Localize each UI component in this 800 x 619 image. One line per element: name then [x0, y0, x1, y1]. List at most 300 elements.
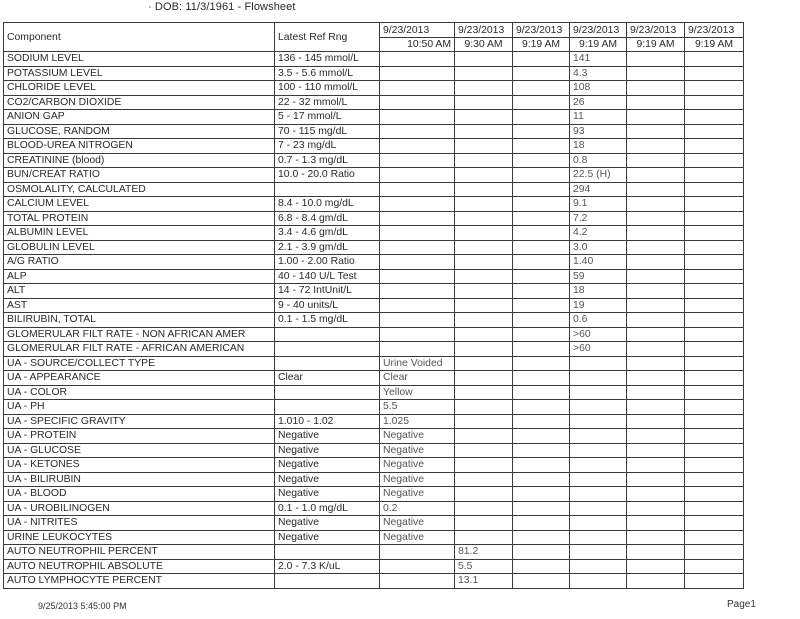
- result-value: [513, 226, 570, 241]
- result-value: [685, 139, 744, 154]
- component-header: Component: [4, 23, 275, 52]
- result-value: [685, 385, 744, 400]
- result-value: [513, 298, 570, 313]
- component-name: UA - PROTEIN: [4, 429, 275, 444]
- header-row-dates: [4, 23, 744, 38]
- result-value: [627, 226, 685, 241]
- ref-range: 14 - 72 IntUnit/L: [275, 284, 380, 299]
- result-value: Negative: [380, 429, 455, 444]
- table-row: [4, 139, 744, 154]
- result-value: [685, 516, 744, 531]
- result-value: Negative: [380, 530, 455, 545]
- result-value: [513, 255, 570, 270]
- ref-range: 5 - 17 mmol/L: [275, 110, 380, 125]
- result-value: [627, 81, 685, 96]
- result-value: [455, 211, 513, 226]
- ref-range: [275, 574, 380, 589]
- component-name: GLOMERULAR FILT RATE - NON AFRICAN AMER: [4, 327, 275, 342]
- ref-range: [275, 400, 380, 415]
- result-value: [455, 124, 513, 139]
- ref-range: Clear: [275, 371, 380, 386]
- result-value: [513, 52, 570, 67]
- result-value: 4.3: [570, 66, 627, 81]
- result-value: [455, 81, 513, 96]
- date-header: 9/23/2013: [455, 23, 513, 38]
- result-value: [455, 327, 513, 342]
- result-value: [685, 443, 744, 458]
- result-value: [570, 516, 627, 531]
- result-value: [513, 385, 570, 400]
- result-value: [685, 313, 744, 328]
- result-value: [380, 182, 455, 197]
- result-value: [627, 269, 685, 284]
- result-value: [455, 356, 513, 371]
- result-value: [685, 81, 744, 96]
- result-value: [380, 168, 455, 183]
- result-value: [627, 168, 685, 183]
- result-value: [380, 269, 455, 284]
- result-value: [455, 501, 513, 516]
- table-row: [4, 197, 744, 212]
- result-value: [627, 559, 685, 574]
- result-value: [455, 66, 513, 81]
- result-value: [627, 472, 685, 487]
- result-value: [570, 429, 627, 444]
- result-value: Negative: [380, 487, 455, 502]
- ref-range: 3.4 - 4.6 gm/dL: [275, 226, 380, 241]
- component-name: UA - BLOOD: [4, 487, 275, 502]
- result-value: [513, 458, 570, 473]
- component-name: CHLORIDE LEVEL: [4, 81, 275, 96]
- table-row: [4, 66, 744, 81]
- result-value: [455, 284, 513, 299]
- result-value: [685, 545, 744, 560]
- table-row: [4, 400, 744, 415]
- result-value: 0.6: [570, 313, 627, 328]
- result-value: [627, 356, 685, 371]
- flowsheet-table: [3, 22, 744, 589]
- result-value: [570, 501, 627, 516]
- result-value: [513, 414, 570, 429]
- component-name: UA - GLUCOSE: [4, 443, 275, 458]
- ref-range: Negative: [275, 472, 380, 487]
- result-value: [380, 327, 455, 342]
- ref-range: 7 - 23 mg/dL: [275, 139, 380, 154]
- result-value: [570, 574, 627, 589]
- time-header: 9:19 AM: [685, 38, 744, 52]
- date-header: 9/23/2013: [513, 23, 570, 38]
- result-value: [513, 284, 570, 299]
- time-header: 9:19 AM: [570, 38, 627, 52]
- table-row: [4, 356, 744, 371]
- result-value: [513, 139, 570, 154]
- result-value: [685, 371, 744, 386]
- result-value: [685, 400, 744, 415]
- table-row: [4, 371, 744, 386]
- result-value: [685, 95, 744, 110]
- result-value: [455, 168, 513, 183]
- result-value: [455, 153, 513, 168]
- table-row: [4, 559, 744, 574]
- result-value: 0.8: [570, 153, 627, 168]
- component-name: BILIRUBIN, TOTAL: [4, 313, 275, 328]
- result-value: [627, 501, 685, 516]
- component-name: UA - COLOR: [4, 385, 275, 400]
- result-value: [685, 342, 744, 357]
- result-value: [627, 240, 685, 255]
- date-header: 9/23/2013: [380, 23, 455, 38]
- result-value: 1.40: [570, 255, 627, 270]
- table-row: [4, 52, 744, 67]
- table-row: [4, 298, 744, 313]
- result-value: [627, 429, 685, 444]
- table-row: [4, 385, 744, 400]
- result-value: [513, 124, 570, 139]
- result-value: [627, 124, 685, 139]
- table-row: [4, 182, 744, 197]
- result-value: [513, 66, 570, 81]
- result-value: [627, 139, 685, 154]
- result-value: [513, 153, 570, 168]
- result-value: [455, 472, 513, 487]
- ref-range: 6.8 - 8.4 gm/dL: [275, 211, 380, 226]
- ref-range: [275, 545, 380, 560]
- table-row: [4, 269, 744, 284]
- print-timestamp: 9/25/2013 5:45:00 PM: [38, 601, 127, 611]
- result-value: [685, 327, 744, 342]
- result-value: [513, 356, 570, 371]
- component-name: AUTO NEUTROPHIL PERCENT: [4, 545, 275, 560]
- result-value: [513, 197, 570, 212]
- result-value: [455, 255, 513, 270]
- ref-range: 9 - 40 units/L: [275, 298, 380, 313]
- result-value: [455, 530, 513, 545]
- result-value: [513, 327, 570, 342]
- result-value: [513, 545, 570, 560]
- ref-range: 2.1 - 3.9 gm/dL: [275, 240, 380, 255]
- ref-range: 100 - 110 mmol/L: [275, 81, 380, 96]
- ref-range: 0.1 - 1.0 mg/dL: [275, 501, 380, 516]
- result-value: Yellow: [380, 385, 455, 400]
- result-value: 5.5: [380, 400, 455, 415]
- page-number: Page1: [727, 599, 756, 610]
- result-value: [627, 66, 685, 81]
- time-header: 10:50 AM: [380, 38, 455, 52]
- result-value: 1.025: [380, 414, 455, 429]
- result-value: 81.2: [455, 545, 513, 560]
- result-value: 18: [570, 284, 627, 299]
- component-name: CO2/CARBON DIOXIDE: [4, 95, 275, 110]
- result-value: [455, 385, 513, 400]
- ref-range: 22 - 32 mmol/L: [275, 95, 380, 110]
- result-value: [627, 458, 685, 473]
- component-name: ALP: [4, 269, 275, 284]
- result-value: [627, 487, 685, 502]
- result-value: [627, 255, 685, 270]
- result-value: [380, 211, 455, 226]
- ref-range: 0.7 - 1.3 mg/dL: [275, 153, 380, 168]
- result-value: [570, 443, 627, 458]
- result-value: [455, 139, 513, 154]
- component-name: BUN/CREAT RATIO: [4, 168, 275, 183]
- table-row: [4, 313, 744, 328]
- result-value: [455, 429, 513, 444]
- result-value: [570, 371, 627, 386]
- ref-range: Negative: [275, 458, 380, 473]
- result-value: [570, 545, 627, 560]
- ref-range: Negative: [275, 487, 380, 502]
- component-name: UA - KETONES: [4, 458, 275, 473]
- result-value: [455, 298, 513, 313]
- table-row: [4, 327, 744, 342]
- ref-range: 3.5 - 5.6 mmol/L: [275, 66, 380, 81]
- result-value: [513, 110, 570, 125]
- result-value: [685, 530, 744, 545]
- ref-range: 8.4 - 10.0 mg/dL: [275, 197, 380, 212]
- component-name: A/G RATIO: [4, 255, 275, 270]
- ref-range: 2.0 - 7.3 K/uL: [275, 559, 380, 574]
- table-row: [4, 255, 744, 270]
- result-value: [685, 182, 744, 197]
- table-row: [4, 226, 744, 241]
- result-value: [380, 95, 455, 110]
- result-value: [513, 501, 570, 516]
- result-value: [627, 545, 685, 560]
- result-value: [685, 356, 744, 371]
- result-value: [570, 458, 627, 473]
- table-row: [4, 530, 744, 545]
- result-value: [513, 211, 570, 226]
- result-value: [685, 429, 744, 444]
- result-value: [627, 530, 685, 545]
- result-value: Urine Voided: [380, 356, 455, 371]
- result-value: [685, 168, 744, 183]
- result-value: [685, 110, 744, 125]
- date-header: 9/23/2013: [570, 23, 627, 38]
- result-value: Negative: [380, 516, 455, 531]
- result-value: Clear: [380, 371, 455, 386]
- component-name: TOTAL PROTEIN: [4, 211, 275, 226]
- component-name: GLOBULIN LEVEL: [4, 240, 275, 255]
- result-value: [627, 414, 685, 429]
- component-name: SODIUM LEVEL: [4, 52, 275, 67]
- result-value: >60: [570, 342, 627, 357]
- result-value: [380, 298, 455, 313]
- result-value: [455, 458, 513, 473]
- ref-range: [275, 327, 380, 342]
- result-value: [627, 298, 685, 313]
- result-value: [685, 269, 744, 284]
- result-value: 5.5: [455, 559, 513, 574]
- result-value: [627, 197, 685, 212]
- component-name: AST: [4, 298, 275, 313]
- result-value: [627, 327, 685, 342]
- result-value: [380, 139, 455, 154]
- ref-range: Negative: [275, 530, 380, 545]
- table-row: [4, 414, 744, 429]
- result-value: [513, 443, 570, 458]
- result-value: [380, 342, 455, 357]
- result-value: 19: [570, 298, 627, 313]
- table-row: [4, 472, 744, 487]
- result-value: [380, 240, 455, 255]
- result-value: [627, 516, 685, 531]
- table-row: [4, 240, 744, 255]
- result-value: 18: [570, 139, 627, 154]
- result-value: [513, 472, 570, 487]
- result-value: [627, 443, 685, 458]
- result-value: [685, 298, 744, 313]
- result-value: [513, 530, 570, 545]
- result-value: [627, 400, 685, 415]
- result-value: [455, 182, 513, 197]
- result-value: [513, 182, 570, 197]
- table-row: [4, 81, 744, 96]
- result-value: [627, 211, 685, 226]
- component-name: ANION GAP: [4, 110, 275, 125]
- result-value: 26: [570, 95, 627, 110]
- component-name: URINE LEUKOCYTES: [4, 530, 275, 545]
- result-value: [627, 110, 685, 125]
- table-row: [4, 168, 744, 183]
- result-value: 59: [570, 269, 627, 284]
- result-value: [627, 182, 685, 197]
- result-value: [380, 110, 455, 125]
- result-value: 9.1: [570, 197, 627, 212]
- ref-range: [275, 385, 380, 400]
- result-value: [570, 530, 627, 545]
- result-value: [455, 240, 513, 255]
- result-value: [380, 66, 455, 81]
- table-row: [4, 284, 744, 299]
- result-value: [685, 153, 744, 168]
- result-value: [513, 574, 570, 589]
- result-value: [380, 52, 455, 67]
- result-value: [513, 342, 570, 357]
- result-value: [570, 559, 627, 574]
- result-value: [570, 385, 627, 400]
- result-value: [685, 211, 744, 226]
- ref-range: 1.00 - 2.00 Ratio: [275, 255, 380, 270]
- result-value: 108: [570, 81, 627, 96]
- result-value: [380, 153, 455, 168]
- result-value: [513, 400, 570, 415]
- time-header: 9:19 AM: [513, 38, 570, 52]
- table-row: [4, 516, 744, 531]
- result-value: 22.5 (H): [570, 168, 627, 183]
- component-name: UA - UROBILINOGEN: [4, 501, 275, 516]
- page-title: · DOB: 11/3/1961 - Flowsheet: [148, 1, 296, 13]
- component-name: CREATININE (blood): [4, 153, 275, 168]
- result-value: [513, 559, 570, 574]
- component-name: UA - BILIRUBIN: [4, 472, 275, 487]
- result-value: [570, 472, 627, 487]
- ref-range: [275, 182, 380, 197]
- result-value: [513, 269, 570, 284]
- result-value: [513, 168, 570, 183]
- result-value: [455, 95, 513, 110]
- result-value: [627, 153, 685, 168]
- result-value: 93: [570, 124, 627, 139]
- result-value: [455, 197, 513, 212]
- ref-range: 40 - 140 U/L Test: [275, 269, 380, 284]
- component-name: GLUCOSE, RANDOM: [4, 124, 275, 139]
- result-value: [455, 110, 513, 125]
- component-name: POTASSIUM LEVEL: [4, 66, 275, 81]
- table-row: [4, 95, 744, 110]
- result-value: [455, 313, 513, 328]
- component-name: OSMOLALITY, CALCULATED: [4, 182, 275, 197]
- result-value: [685, 197, 744, 212]
- result-value: [685, 487, 744, 502]
- result-value: [570, 414, 627, 429]
- table-row: [4, 342, 744, 357]
- result-value: [455, 400, 513, 415]
- result-value: [685, 559, 744, 574]
- result-value: [685, 472, 744, 487]
- result-value: [627, 313, 685, 328]
- ref-range: 70 - 115 mg/dL: [275, 124, 380, 139]
- result-value: [627, 371, 685, 386]
- result-value: 13.1: [455, 574, 513, 589]
- result-value: [685, 284, 744, 299]
- component-name: UA - PH: [4, 400, 275, 415]
- result-value: [685, 458, 744, 473]
- result-value: [627, 95, 685, 110]
- result-value: [380, 313, 455, 328]
- table-row: [4, 574, 744, 589]
- result-value: Negative: [380, 472, 455, 487]
- result-value: [380, 197, 455, 212]
- result-value: [380, 81, 455, 96]
- result-value: [455, 371, 513, 386]
- result-value: [455, 487, 513, 502]
- result-value: [455, 269, 513, 284]
- ref-range: 1.010 - 1.02: [275, 414, 380, 429]
- result-value: [513, 240, 570, 255]
- result-value: [685, 226, 744, 241]
- component-name: AUTO LYMPHOCYTE PERCENT: [4, 574, 275, 589]
- result-value: 141: [570, 52, 627, 67]
- result-value: [570, 400, 627, 415]
- result-value: [455, 52, 513, 67]
- result-value: [627, 385, 685, 400]
- ref-range: [275, 342, 380, 357]
- result-value: [380, 545, 455, 560]
- result-value: [455, 414, 513, 429]
- table-row: [4, 429, 744, 444]
- result-value: 0.2: [380, 501, 455, 516]
- result-value: [455, 342, 513, 357]
- component-name: BLOOD-UREA NITROGEN: [4, 139, 275, 154]
- result-value: [685, 52, 744, 67]
- result-value: [685, 66, 744, 81]
- result-value: [685, 240, 744, 255]
- component-name: UA - SPECIFIC GRAVITY: [4, 414, 275, 429]
- ref-range-header: Latest Ref Rng: [275, 23, 380, 52]
- result-value: 294: [570, 182, 627, 197]
- time-header: 9:30 AM: [455, 38, 513, 52]
- result-value: [455, 443, 513, 458]
- result-value: [513, 429, 570, 444]
- table-row: [4, 501, 744, 516]
- result-value: [380, 226, 455, 241]
- result-value: [513, 371, 570, 386]
- component-name: CALCIUM LEVEL: [4, 197, 275, 212]
- result-value: [380, 124, 455, 139]
- ref-range: 10.0 - 20.0 Ratio: [275, 168, 380, 183]
- result-value: 11: [570, 110, 627, 125]
